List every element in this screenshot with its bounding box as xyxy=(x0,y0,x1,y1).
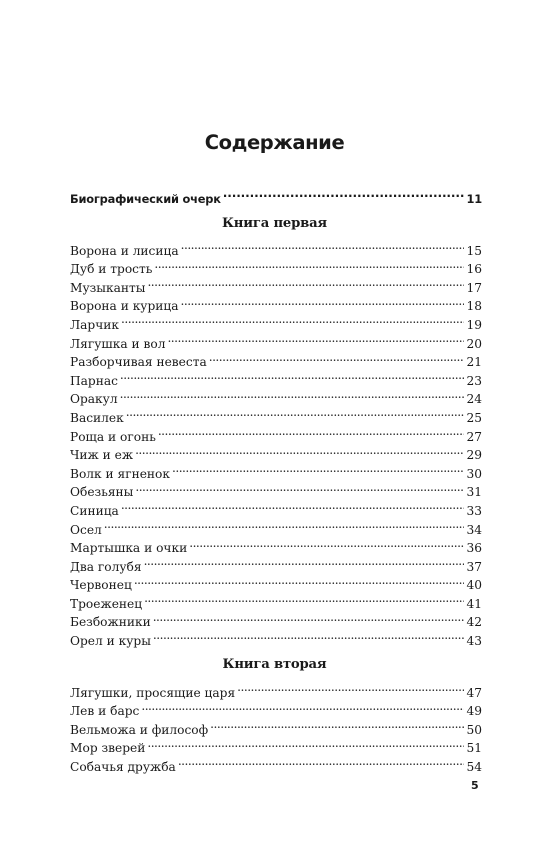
toc-entry[interactable] xyxy=(70,496,482,518)
toc-entry-label: Осел xyxy=(70,522,102,537)
toc-entry-page: 25 xyxy=(466,410,482,425)
toc-book1-list xyxy=(70,236,482,649)
toc-entry-label: Лягушка и вол xyxy=(70,336,166,351)
toc-entry-label: Мор зверей xyxy=(70,741,146,756)
toc-entry[interactable] xyxy=(70,403,482,425)
toc-entry-page: 37 xyxy=(466,559,482,574)
toc-entry-label: Орел и куры xyxy=(70,634,151,649)
toc-entry-page: 18 xyxy=(466,299,482,314)
dot-leader xyxy=(172,459,464,478)
toc-entry-label: Троеженец xyxy=(70,596,143,611)
toc-entry-bio[interactable] xyxy=(70,184,482,206)
dot-leader xyxy=(154,255,464,274)
dot-leader xyxy=(121,310,464,329)
toc-bio-section xyxy=(70,184,482,206)
toc-entry-page: 47 xyxy=(466,685,482,700)
toc-entry-label: Обезьяны xyxy=(70,485,134,500)
toc-entry-label: Музыканты xyxy=(70,280,146,295)
toc-entry-label: Два голубя xyxy=(70,559,142,574)
toc-entry-page: 17 xyxy=(466,280,482,295)
toc-entry-page: 24 xyxy=(466,392,482,407)
toc-entry-label: Собачья дружба xyxy=(70,759,176,774)
toc-entry-label: Вельможа и философ xyxy=(70,722,209,737)
dot-leader xyxy=(153,626,465,645)
toc-entry[interactable] xyxy=(70,515,482,537)
toc-entry[interactable] xyxy=(70,236,482,258)
toc-entry-page: 11 xyxy=(466,191,482,206)
toc-entry-label: Дуб и трость xyxy=(70,262,153,277)
dot-leader xyxy=(181,292,465,311)
dot-leader xyxy=(210,715,464,734)
toc-entry-label: Ларчик xyxy=(70,317,120,332)
toc-entry-label: Лягушки, просящие царя xyxy=(70,685,236,700)
toc-entry-label: Разборчивая невеста xyxy=(70,355,207,370)
dot-leader xyxy=(121,496,465,515)
toc-entry-page: 23 xyxy=(466,373,482,388)
toc-entry-page: 19 xyxy=(466,317,482,332)
dot-leader xyxy=(135,478,464,497)
dot-leader xyxy=(181,236,465,255)
dot-leader xyxy=(120,385,465,404)
toc-entry-label: Волк и ягненок xyxy=(70,466,171,481)
toc-entry-label: Ворона и курица xyxy=(70,299,179,314)
dot-leader xyxy=(104,515,465,534)
toc-entry-page: 20 xyxy=(466,336,482,351)
toc-entry-label: Безбожники xyxy=(70,615,151,630)
toc-entry-label: Оракул xyxy=(70,392,118,407)
toc-entry[interactable] xyxy=(70,534,482,556)
dot-leader xyxy=(144,589,464,608)
dot-leader xyxy=(189,534,464,553)
dot-leader xyxy=(167,329,464,348)
toc-entry-page: 29 xyxy=(466,448,482,463)
toc-entry[interactable] xyxy=(70,385,482,407)
toc-entry-label: Биографический очерк xyxy=(70,191,221,206)
toc-entry-label: Лев и барс xyxy=(70,704,140,719)
toc-entry-page: 31 xyxy=(466,485,482,500)
toc-entry[interactable] xyxy=(70,310,482,332)
toc-entry-page: 42 xyxy=(466,615,482,630)
dot-leader xyxy=(147,734,464,753)
toc-entry-label: Мартышка и очки xyxy=(70,541,188,556)
dot-leader xyxy=(135,441,464,460)
toc-entry-page: 15 xyxy=(466,243,482,258)
dot-leader xyxy=(178,752,465,771)
dot-leader xyxy=(209,348,465,367)
toc-entry-page: 41 xyxy=(466,596,482,611)
dot-leader xyxy=(120,366,465,385)
dot-leader xyxy=(134,571,465,590)
toc-entry-page: 40 xyxy=(466,578,482,593)
toc-entry-page: 49 xyxy=(466,704,482,719)
toc-entry-page: 50 xyxy=(466,722,482,737)
book2-heading: Книга вторая xyxy=(222,657,327,672)
toc-entry-page: 43 xyxy=(466,634,482,649)
dot-leader xyxy=(237,678,464,697)
book1-heading: Книга первая xyxy=(222,216,327,231)
dot-leader xyxy=(153,608,465,627)
toc-entry-page: 51 xyxy=(466,741,482,756)
toc-entry-page: 16 xyxy=(466,262,482,277)
page-title: Содержание xyxy=(204,131,345,154)
dot-leader xyxy=(147,273,464,292)
toc-entry-label: Парнас xyxy=(70,373,118,388)
dot-leader xyxy=(158,422,465,441)
toc-entry-page: 21 xyxy=(466,355,482,370)
toc-entry[interactable] xyxy=(70,329,482,351)
toc-entry-page: 27 xyxy=(466,429,482,444)
toc-entry-label: Синица xyxy=(70,503,119,518)
toc-entry-page: 54 xyxy=(466,759,482,774)
toc-entry-page: 30 xyxy=(466,466,482,481)
toc-entry-page: 34 xyxy=(466,522,482,537)
dot-leader xyxy=(141,697,464,716)
toc-entry-page: 33 xyxy=(466,503,482,518)
toc-entry-label: Роща и огонь xyxy=(70,429,156,444)
toc-entry-label: Червонец xyxy=(70,578,132,593)
toc-book2-list xyxy=(70,678,482,774)
toc-entry-label: Чиж и еж xyxy=(70,448,134,463)
dot-leader xyxy=(126,403,465,422)
toc-entry[interactable] xyxy=(70,366,482,388)
toc-entry[interactable] xyxy=(70,678,482,700)
toc-entry[interactable] xyxy=(70,422,482,444)
page-number: 5 xyxy=(471,779,479,792)
dot-leader xyxy=(223,184,465,203)
toc-entry-label: Василек xyxy=(70,410,124,425)
dot-leader xyxy=(144,552,465,571)
toc-entry-label: Ворона и лисица xyxy=(70,243,179,258)
toc-entry-page: 36 xyxy=(466,541,482,556)
